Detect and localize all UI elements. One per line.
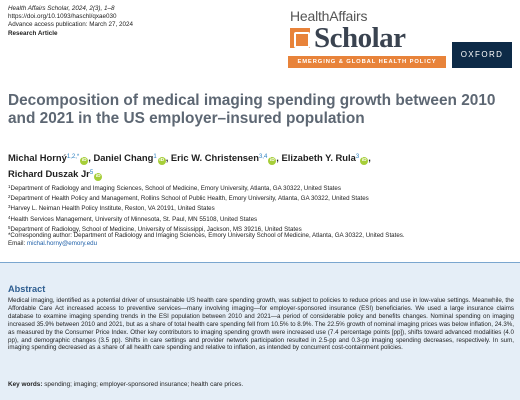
corresponding-author-line bbox=[8, 232, 518, 240]
keywords bbox=[8, 381, 514, 389]
affiliation-item bbox=[8, 203, 518, 213]
affiliation-text: Health Services Management, University of Minnesota, St. Paul, MN 55108, United States bbox=[10, 215, 258, 223]
author-name: Richard Duszak Jr bbox=[8, 167, 90, 179]
affiliation-list bbox=[8, 183, 518, 234]
email-line bbox=[8, 240, 518, 248]
article-type: Research Article bbox=[8, 29, 58, 37]
affiliation-text: Harvey L. Neiman Health Policy Institute, Reston, VA 20191, United States bbox=[10, 205, 215, 213]
health-affairs-wordmark: HealthAffairs bbox=[290, 8, 368, 24]
affiliation-item bbox=[8, 183, 518, 193]
affiliation-number: 4 bbox=[8, 214, 11, 220]
author-name: Daniel Chang bbox=[93, 152, 154, 163]
author-affiliation-ref: 3,4 bbox=[258, 154, 268, 160]
affiliation-item bbox=[8, 193, 518, 203]
orcid-icon[interactable]: iD bbox=[159, 158, 165, 163]
author bbox=[8, 168, 102, 179]
author-affiliation-ref: 5 bbox=[89, 169, 94, 176]
author-list bbox=[8, 150, 513, 181]
orcid-icon[interactable]: iD bbox=[361, 158, 367, 163]
advance-access-date: Advance access publication: March 27, 2024 bbox=[8, 21, 133, 29]
oxford-publisher-logo: OXFORD bbox=[452, 42, 512, 68]
orcid-icon[interactable]: iD bbox=[95, 173, 101, 179]
article-title: Decomposition of medical imaging spending growth between 2010 and 2021 in the US employer–insured population bbox=[8, 92, 496, 127]
author-separator: , bbox=[165, 152, 171, 163]
affiliation-text: Department of Radiology and Imaging Sciences, School of Medicine, Emory University, Atlanta, GA 30322, United States bbox=[10, 185, 341, 192]
doi-link[interactable]: https://doi.org/10.1093/haschl/qxae030 bbox=[8, 13, 117, 21]
author-name: Eric W. Christensen bbox=[170, 152, 259, 163]
author-name: Michal Horný bbox=[8, 152, 67, 163]
author-affiliation-ref: 3 bbox=[355, 154, 360, 160]
abstract-heading: Abstract bbox=[8, 284, 46, 294]
author bbox=[93, 152, 170, 163]
author bbox=[8, 152, 93, 163]
author bbox=[171, 152, 282, 163]
correspondence bbox=[8, 232, 518, 248]
abstract-divider bbox=[0, 262, 520, 263]
affiliation-number: 1 bbox=[8, 184, 11, 189]
publication-meta bbox=[8, 5, 248, 38]
keywords-list: spending; imaging; employer-sponsored insurance; health care prices. bbox=[42, 381, 244, 388]
journal-citation: Health Affairs Scholar, 2024, 2(3), 1–8 bbox=[8, 5, 115, 12]
author-separator: , bbox=[88, 152, 94, 163]
author bbox=[282, 152, 371, 163]
author-affiliation-ref: 1,2,* bbox=[66, 154, 80, 160]
affiliation-text: Department of Radiology, School of Medicine, University of Mississippi, Jackson, MS 39216, United States bbox=[10, 225, 302, 233]
scholar-mark-icon bbox=[290, 28, 310, 48]
journal-tagline: EMERGING & GLOBAL HEALTH POLICY bbox=[288, 56, 446, 68]
affiliation-item bbox=[8, 214, 518, 224]
affiliation-text: Department of Health Policy and Management, Rollins School of Public Health, Emory University, Atlanta, GA 30322, United States bbox=[10, 195, 369, 203]
affiliation-number: 3 bbox=[8, 204, 11, 210]
orcid-icon[interactable]: iD bbox=[81, 158, 87, 163]
corresponding-marker: * bbox=[8, 232, 11, 239]
email-link[interactable]: michal.horny@emory.edu bbox=[26, 240, 98, 248]
affiliation-number: 2 bbox=[8, 194, 11, 200]
affiliation-number: 5 bbox=[8, 224, 11, 230]
corresponding-address: Corresponding author: Department of Radiology and Imaging Sciences, Emory University School of Medicine, Atlanta, GA 30322, United States. bbox=[10, 232, 405, 239]
author-name: Elizabeth Y. Rula bbox=[281, 152, 356, 163]
author-separator: , bbox=[368, 152, 371, 163]
author-affiliation-ref: 1 bbox=[153, 154, 157, 160]
scholar-wordmark: Scholar bbox=[314, 22, 406, 54]
keywords-label: Key words: bbox=[8, 381, 43, 388]
journal-logo bbox=[288, 8, 514, 72]
abstract-text: Medical imaging, identified as a potential driver of unsustainable US health care spending growth, was subject to policies to reduce prices and use in low-value settings. Meanwhile, the Affordable Care Act increased access to preventive services—many involving imaging—for employer-sponsored insurance (ESI) beneficiaries. We used a large insurance claims database to examine imaging spending trends in the ESI population between 2010 and 2021—a period of considerable policy and benefits changes. Nominal spending on imaging increased 35.9% between 2010 and 2021, but as a share of total health care spending fell from 10.5% to 8.9%. The 22.5% growth of nominal imaging prices was below inflation, 24.3%, as measured by the Consumer Price Index. Other key contributors to imaging spending growth were increased use (7.4 percentage points [pp]), shifts toward advanced modalities (4.0 pp), and demographic changes (3.5 pp). Shifts in care settings and provider network participation resulted in 2.5-pp and 0.3-pp imaging spending decreases, respectively. In sum, imaging spending decreased as a share of all health care spending and relative to inflation, as intended by concurrent cost-containment policies. bbox=[8, 297, 514, 352]
email-label: Email: bbox=[8, 240, 27, 248]
author-separator: , bbox=[276, 152, 282, 163]
orcid-icon[interactable]: iD bbox=[269, 158, 275, 163]
